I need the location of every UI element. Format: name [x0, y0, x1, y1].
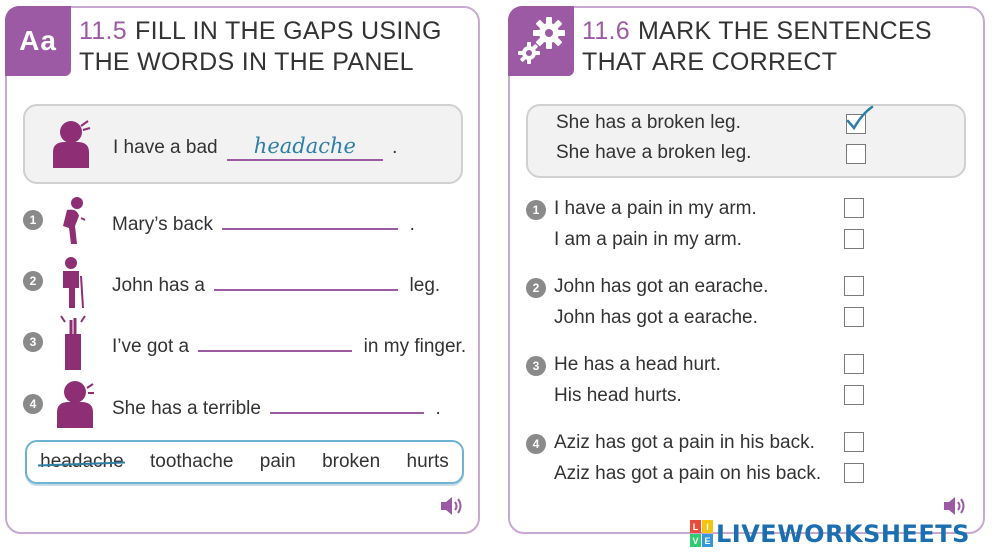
audio-speaker-icon[interactable]: [439, 495, 465, 517]
item-3-after: in my finger.: [363, 336, 467, 357]
item-number-4: 4: [23, 394, 43, 414]
item-number-2: 2: [526, 278, 546, 298]
item-2-before: John has a: [112, 275, 205, 296]
logo-text: LIVEWORKSHEETS: [716, 520, 970, 548]
broken-leg-person-icon: [57, 256, 87, 308]
checkbox-1b[interactable]: [844, 229, 864, 249]
item-1-after: .: [409, 214, 415, 235]
item-number-3: 3: [526, 356, 546, 376]
sentence-4a: Aziz has got a pain in his back.: [554, 432, 815, 453]
back-pain-person-icon: [57, 196, 87, 244]
item-sentence-2: [112, 271, 440, 297]
word-2: toothache: [149, 451, 234, 472]
sentence-4b: Aziz has got a pain on his back.: [554, 463, 822, 484]
answer-gap-2[interactable]: [214, 271, 398, 291]
item-number-3: 3: [23, 332, 43, 352]
logo-icon: [690, 520, 714, 548]
sentence-2b: John has got a earache.: [554, 307, 758, 328]
logo-letter-e: E: [702, 534, 713, 547]
item-number-1: 1: [23, 210, 43, 230]
exercise-title: [79, 16, 442, 78]
example-box: [23, 104, 463, 184]
checkmark-icon: [844, 104, 874, 132]
item-3-before: I’ve got a: [112, 336, 190, 357]
audio-speaker-icon[interactable]: [942, 495, 968, 517]
badge-label: Aa: [19, 25, 57, 56]
example-answer-gap: [227, 134, 383, 161]
answer-gap-1[interactable]: [222, 210, 398, 230]
exercise-number: 11.5: [79, 17, 128, 45]
answer-gap-3[interactable]: [198, 332, 352, 352]
checkbox-4a[interactable]: [844, 432, 864, 452]
example-sentence-b: She have a broken leg.: [556, 142, 752, 163]
checkbox-2b[interactable]: [844, 307, 864, 327]
title-line-2: THE WORDS IN THE PANEL: [79, 48, 414, 76]
word-panel: [25, 440, 464, 484]
sentence-3a: He has a head hurt.: [554, 354, 721, 375]
hurt-finger-icon: [59, 314, 87, 370]
exercise-title: [582, 16, 932, 78]
word-5: hurts: [406, 451, 449, 472]
ear-pain-person-icon: [55, 378, 95, 428]
vocabulary-badge: [5, 6, 71, 76]
title-line-1: MARK THE SENTENCES: [638, 17, 932, 45]
checkbox-1a[interactable]: [844, 198, 864, 218]
example-after: .: [392, 137, 398, 158]
item-1-before: Mary’s back: [112, 214, 214, 235]
checkbox-4b[interactable]: [844, 463, 864, 483]
item-2-after: leg.: [409, 275, 441, 296]
example-sentence: [113, 134, 397, 161]
item-number-4: 4: [526, 434, 546, 454]
checkbox-2a[interactable]: [844, 276, 864, 296]
item-sentence-4: [112, 394, 441, 420]
logo-letter-v: V: [690, 534, 701, 547]
sentence-2a: John has got an earache.: [554, 276, 769, 297]
title-line-2: THAT ARE CORRECT: [582, 48, 838, 76]
sentence-1a: I have a pain in my arm.: [554, 198, 757, 219]
word-3: pain: [259, 451, 296, 472]
answer-gap-4[interactable]: [270, 394, 424, 414]
grammar-badge: [508, 6, 574, 76]
item-4-before: She has a terrible: [112, 398, 261, 419]
exercise-number: 11.6: [582, 17, 631, 45]
sentence-1b: I am a pain in my arm.: [554, 229, 742, 250]
example-sentence-a: She has a broken leg.: [556, 112, 741, 133]
word-1: headache: [40, 451, 124, 472]
checkbox-3a[interactable]: [844, 354, 864, 374]
exercise-11-6-panel: [508, 6, 985, 534]
example-checkbox-b: [846, 144, 866, 164]
example-before: I have a bad: [113, 137, 218, 158]
example-box: [526, 104, 966, 178]
example-answer: headache: [253, 134, 356, 158]
item-4-after: .: [435, 398, 441, 419]
logo-letter-i: I: [702, 520, 713, 533]
gears-icon: [513, 13, 569, 69]
headache-person-icon: [51, 118, 91, 168]
word-4: broken: [322, 451, 381, 472]
item-sentence-3: [112, 332, 466, 358]
logo-letter-l: L: [690, 520, 701, 533]
exercise-11-5-panel: [5, 6, 480, 534]
item-number-1: 1: [526, 200, 546, 220]
liveworksheets-logo: [690, 518, 970, 550]
item-sentence-1: [112, 210, 415, 236]
checkbox-3b[interactable]: [844, 385, 864, 405]
title-line-1: FILL IN THE GAPS USING: [135, 17, 442, 45]
sentence-3b: His head hurts.: [554, 385, 682, 406]
item-number-2: 2: [23, 271, 43, 291]
